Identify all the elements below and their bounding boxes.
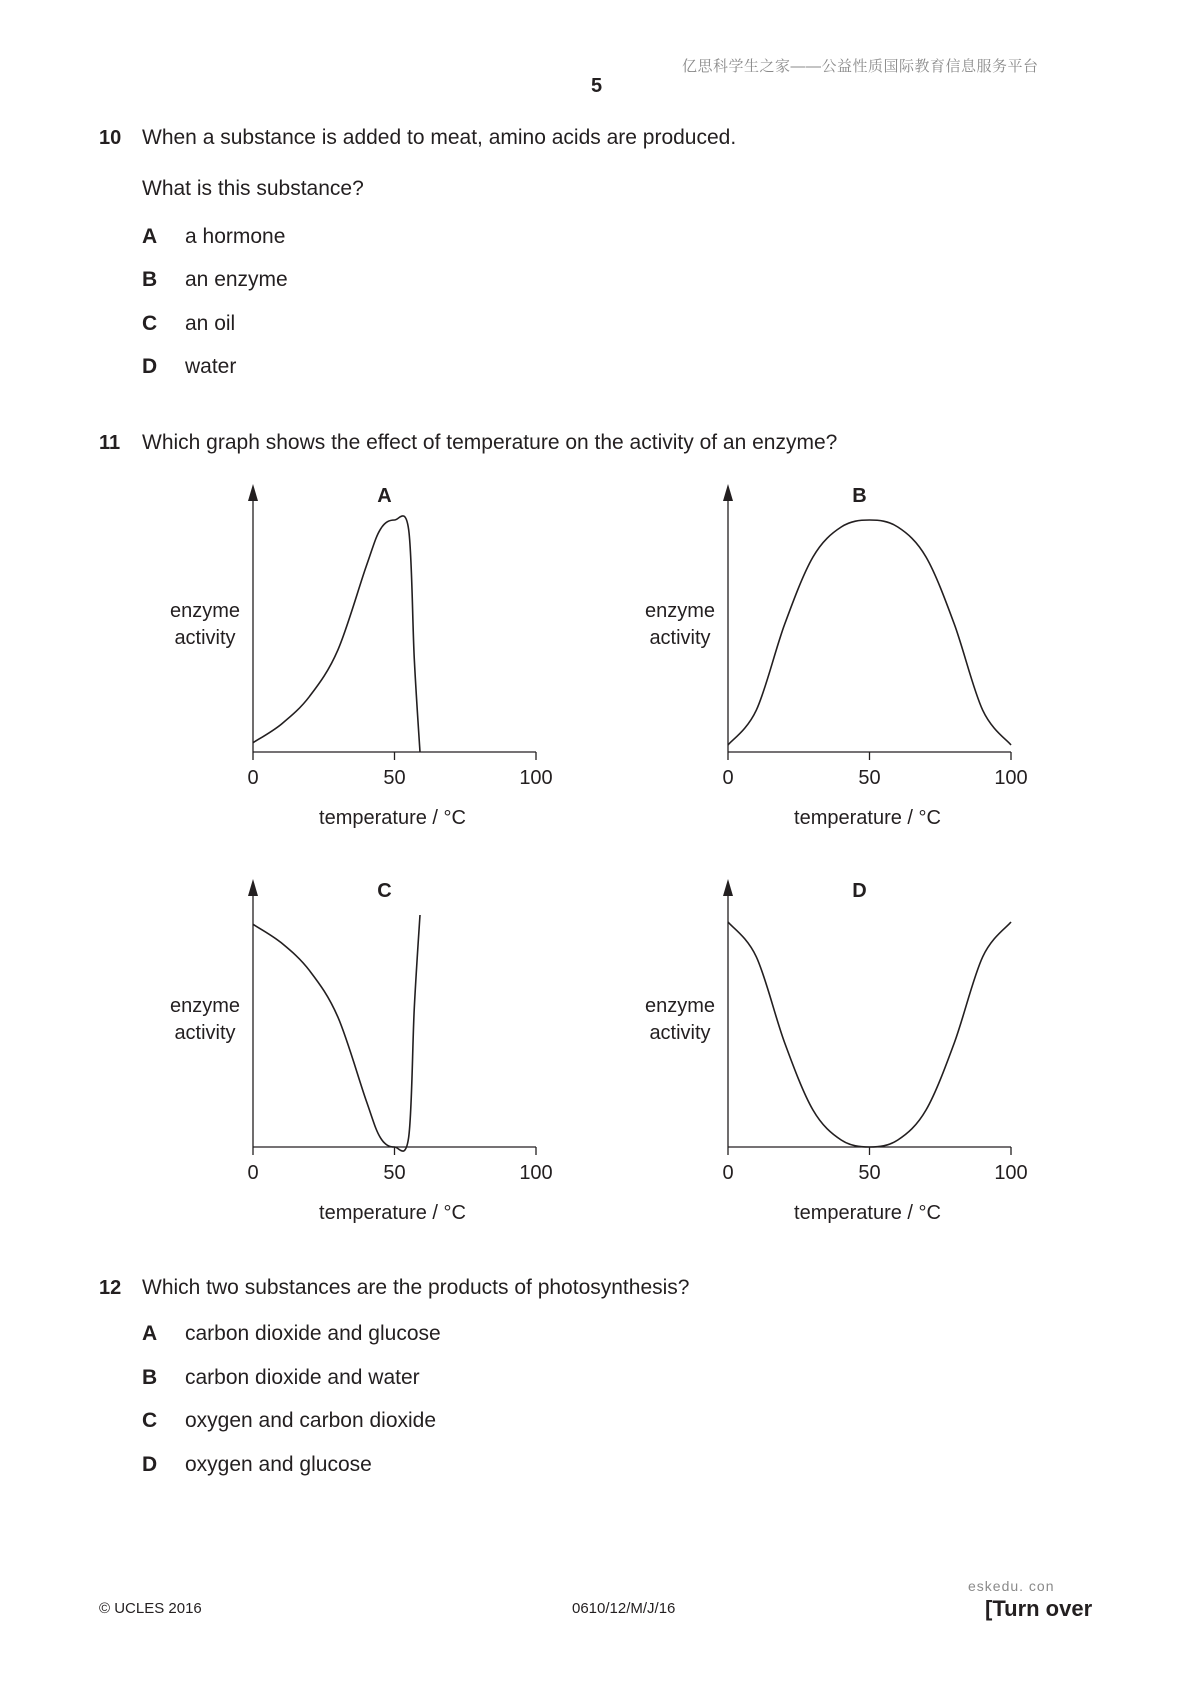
x-tick-label: 0 (722, 767, 734, 789)
option-letter: D (142, 1453, 158, 1476)
option-text: carbon dioxide and water (185, 1366, 420, 1389)
x-tick-label: 100 (994, 1162, 1028, 1184)
y-axis-label: enzyme (644, 995, 716, 1017)
x-tick-label: 100 (519, 767, 553, 789)
x-axis-label: temperature / °C (319, 807, 466, 829)
page-number: 5 (591, 75, 603, 97)
option-letter: B (142, 268, 158, 291)
question-12-stem: Which two substances are the products of photosynthesis? (142, 1276, 690, 1299)
option-text: an enzyme (185, 268, 288, 291)
y-axis-label: activity (649, 1022, 711, 1044)
graph-a (150, 480, 570, 830)
x-axis-label: temperature / °C (794, 807, 941, 829)
y-axis-arrow (723, 484, 733, 501)
x-axis-label: temperature / °C (319, 1202, 466, 1224)
option-text: water (185, 355, 237, 378)
option-letter: A (142, 1322, 158, 1345)
graph-title: C (377, 880, 392, 902)
graph-d (625, 875, 1045, 1225)
activity-curve (253, 915, 420, 1151)
x-tick-label: 100 (994, 767, 1028, 789)
x-tick-label: 100 (519, 1162, 553, 1184)
graph-b (625, 480, 1045, 830)
paper-code: 0610/12/M/J/16 (572, 1600, 676, 1617)
question-10-stem: When a substance is added to meat, amino acids are produced. (142, 126, 737, 149)
activity-curve (728, 922, 1011, 1147)
graph-c (150, 875, 570, 1225)
y-axis-arrow (723, 879, 733, 896)
option-text: oxygen and glucose (185, 1453, 372, 1476)
y-axis-arrow (248, 879, 258, 896)
option-letter: A (142, 225, 158, 248)
x-axis-label: temperature / °C (794, 1202, 941, 1224)
y-axis-label: activity (649, 627, 711, 649)
question-12-number: 12 (99, 1277, 122, 1299)
option-letter: C (142, 312, 158, 335)
graph-title: B (852, 485, 867, 507)
question-11-number: 11 (99, 432, 121, 454)
x-tick-label: 0 (722, 1162, 734, 1184)
option-text: carbon dioxide and glucose (185, 1322, 441, 1345)
copyright: © UCLES 2016 (99, 1600, 202, 1617)
x-tick-label: 50 (858, 767, 881, 789)
turn-over-label: [Turn over (985, 1596, 1093, 1621)
y-axis-arrow (248, 484, 258, 501)
activity-curve (253, 516, 420, 752)
question-11-stem: Which graph shows the effect of temperature on the activity of an enzyme? (142, 431, 838, 454)
graph-title: D (852, 880, 867, 902)
x-tick-label: 50 (383, 1162, 406, 1184)
option-letter: D (142, 355, 158, 378)
option-text: a hormone (185, 225, 286, 248)
y-axis-label: activity (174, 1022, 236, 1044)
option-text: an oil (185, 312, 236, 335)
option-text: oxygen and carbon dioxide (185, 1409, 437, 1432)
y-axis-label: enzyme (169, 600, 241, 622)
x-tick-label: 0 (247, 1162, 259, 1184)
site-watermark: eskedu. con (968, 1578, 1055, 1594)
option-letter: B (142, 1366, 158, 1389)
y-axis-label: activity (174, 627, 236, 649)
y-axis-label: enzyme (644, 600, 716, 622)
activity-curve (728, 520, 1011, 745)
watermark-text: 亿思科学生之家——公益性质国际教育信息服务平台 (682, 58, 1039, 75)
x-tick-label: 50 (858, 1162, 881, 1184)
option-letter: C (142, 1409, 158, 1432)
x-tick-label: 0 (247, 767, 259, 789)
y-axis-label: enzyme (169, 995, 241, 1017)
x-tick-label: 50 (383, 767, 406, 789)
graph-title: A (377, 485, 392, 507)
question-10-prompt: What is this substance? (142, 177, 364, 200)
question-10-number: 10 (99, 127, 122, 149)
